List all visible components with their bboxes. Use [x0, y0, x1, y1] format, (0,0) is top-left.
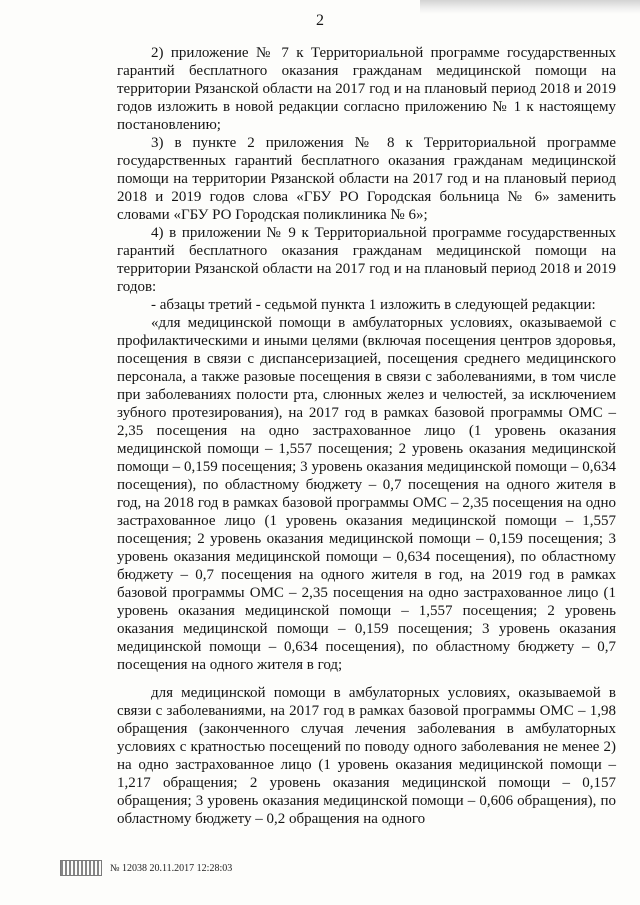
- registration-number: № 12038 20.11.2017 12:28:03: [110, 862, 233, 874]
- paragraph-item-2: 2) приложение № 7 к Территориальной программе государственных гарантий бесплатного оказания гражданам медицинской помощи на территории Рязанской области на 2017 год и на плановый период 2018 и 2019 годов изложить в новой редакции согласно приложению № 1 к настоящему постановлению;: [117, 45, 616, 133]
- paragraph-quote-disease: для медицинской помощи в амбулаторных условиях, оказываемой в связи с заболеваниями, на 2017 год в рамках базовой программы ОМС – 1,98 обращения (законченного случая лечения заболевания в амбулаторных условиях с кратностью посещений по поводу одного заболевания не менее 2) на одно застрахованное лицо (1 уровень оказания медицинской помощи – 1,217 обращения; 2 уровень оказания медицинской помощи – 0,157 обращения; 3 уровень оказания медицинской помощи – 0,606 обращения), по областному бюджету – 0,2 обращения на одного: [117, 685, 616, 827]
- paragraph-instruction: - абзацы третий - седьмой пункта 1 изложить в следующей редакции:: [151, 297, 596, 313]
- paragraph-quote-preventive: «для медицинской помощи в амбулаторных условиях, оказываемой с профилактическими и иными целями (включая посещения центров здоровья, посещения в связи с диспансеризацией, посещения среднего медицинского персонала, а также разовые посещения в связи с заболеваниями, в том числе при заболеваниях полости рта, слюнных желез и челюстей, за исключением зубного протезирования), на 2017 год в рамках базовой программы ОМС – 2,35 посещения на одно застрахованное лицо (1 уровень оказания медицинской помощи – 1,557 посещения; 2 уровень оказания медицинской помощи – 0,159 посещения; 3 уровень оказания медицинской помощи – 0,634 посещения), по областному бюджету – 0,7 посещения на одного жителя в год, на 2018 год в рамках базовой программы ОМС – 2,35 посещения на одно застрахованное лицо (1 уровень оказания медицинской помощи – 1,557 посещения; 2 уровень оказания медицинской помощи – 0,159 посещения; 3 уровень оказания медицинской помощи – 0,634 посещения), по областному бюджету – 0,7 посещения на одного жителя в год, на 2019 год в рамках базовой программы ОМС – 2,35 посещения на одно застрахованное лицо (1 уровень оказания медицинской помощи – 1,557 посещения; 2 уровень оказания медицинской помощи – 0,159 посещения; 3 уровень оказания медицинской помощи – 0,634 посещения), по областному бюджету – 0,7 посещения на одного жителя в год;: [117, 315, 616, 673]
- paragraph-item-3: 3) в пункте 2 приложения № 8 к Территориальной программе государственных гарантий бесплатного оказания гражданам медицинской помощи на территории Рязанской области на 2017 год и на плановый период 2018 и 2019 годов слова «ГБУ РО Городская больница № 6» заменить словами «ГБУ РО Городская поликлиника № 6»;: [117, 135, 616, 223]
- document-body: [117, 44, 616, 828]
- paragraph-item-4: 4) в приложении № 9 к Территориальной программе государственных гарантий бесплатного оказания гражданам медицинской помощи на территории Рязанской области на 2017 год и на плановый период 2018 и 2019 годов:: [117, 225, 616, 295]
- barcode-icon: [60, 860, 102, 876]
- document-footer: [60, 860, 560, 876]
- page-number: 2: [316, 12, 324, 29]
